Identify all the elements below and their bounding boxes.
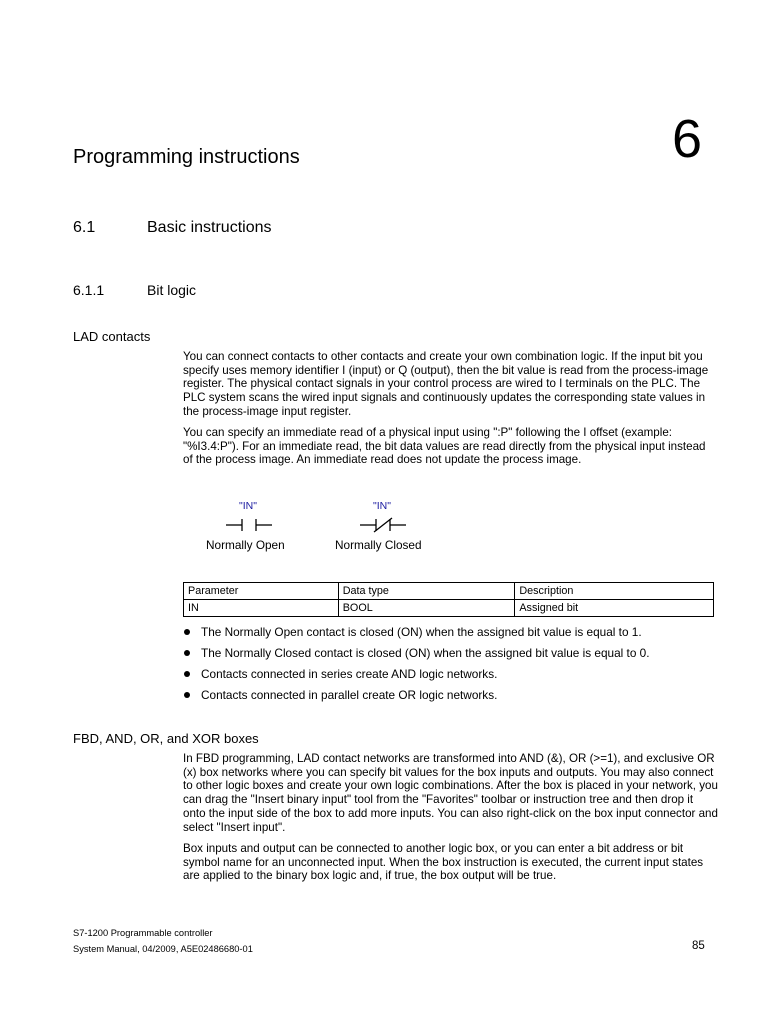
subsection-title: Bit logic (147, 282, 197, 298)
section-number: 6.1 (73, 219, 96, 236)
list-item (183, 664, 718, 685)
lad-contacts-heading: LAD contacts (73, 329, 151, 344)
normally-open-caption: Normally Open (206, 538, 285, 552)
lad-contacts-paragraph-2: You can specify an immediate read of a physical input using ":P" following the I offset (example: "%I3.4:P"). For an immediate read, the bit data values are read directly from the physical input instead of the process image. An immediate read does not update the process image. (183, 426, 706, 467)
table-cell-data-type: BOOL (338, 600, 515, 617)
table-cell-parameter: IN (184, 600, 339, 617)
normally-open-tag: "IN" (239, 500, 257, 512)
table-row (184, 600, 714, 617)
parameter-table (183, 582, 714, 617)
bullet-icon (184, 692, 190, 698)
footer-product: S7-1200 Programmable controller (73, 928, 213, 938)
normally-open-contact-icon (226, 517, 274, 533)
bullet-icon (184, 650, 190, 656)
normally-closed-caption: Normally Closed (335, 538, 422, 552)
bullet-text: The Normally Open contact is closed (ON) when the assigned bit value is equal to 1. (201, 625, 642, 639)
bullet-text: The Normally Closed contact is closed (ON) when the assigned bit value is equal to 0. (201, 646, 650, 660)
table-header-row (184, 583, 714, 600)
footer-manual-info: System Manual, 04/2009, A5E02486680-01 (73, 944, 253, 954)
bullet-text: Contacts connected in series create AND logic networks. (201, 667, 498, 681)
fbd-paragraph-1: In FBD programming, LAD contact networks are transformed into AND (&), OR (>=1), and exclusive OR (x) box networks where you can specify bit values for the box inputs and outputs. You may also connect to other logic boxes and create your own logic combinations. After the box is placed in your network, you can drag the "Insert binary input" tool from the "Favorites" toolbar or instruction tree and then drop it onto the input side of the box to add more inputs. You can also right-click on the box input connector and select "Insert input". (183, 752, 718, 834)
table-header-data-type: Data type (338, 583, 515, 600)
chapter-title: Programming instructions (73, 146, 300, 168)
table-header-description: Description (515, 583, 714, 600)
section-title: Basic instructions (147, 219, 272, 236)
list-item (183, 685, 718, 706)
table-cell-description: Assigned bit (515, 600, 714, 617)
fbd-heading: FBD, AND, OR, and XOR boxes (73, 731, 259, 746)
lad-contacts-paragraph-1: You can connect contacts to other contacts and create your own combination logic. If the input bit you specify uses memory identifier I (input) or Q (output), then the bit value is read from the process-image register. The physical contact signals in your control process are wired to I terminals on the PLC. The PLC system scans the wired input signals and continuously updates the corresponding state values in the process-image input register. (183, 350, 709, 418)
subsection-number: 6.1.1 (73, 282, 105, 298)
bullet-icon (184, 629, 190, 635)
normally-closed-contact-icon (360, 517, 408, 533)
fbd-paragraph-2: Box inputs and output can be connected to another logic box, or you can enter a bit address or bit symbol name for an unconnected input. When the box instruction is executed, the current input states are applied to the binary box logic and, if true, the box output will be true. (183, 842, 704, 883)
table-header-parameter: Parameter (184, 583, 339, 600)
list-item (183, 622, 718, 643)
page-number: 85 (692, 940, 705, 952)
list-item (183, 643, 718, 664)
contact-bullet-list (183, 622, 718, 706)
bullet-icon (184, 671, 190, 677)
chapter-number: 6 (672, 109, 703, 169)
normally-closed-tag: "IN" (373, 500, 391, 512)
bullet-text: Contacts connected in parallel create OR logic networks. (201, 688, 498, 702)
